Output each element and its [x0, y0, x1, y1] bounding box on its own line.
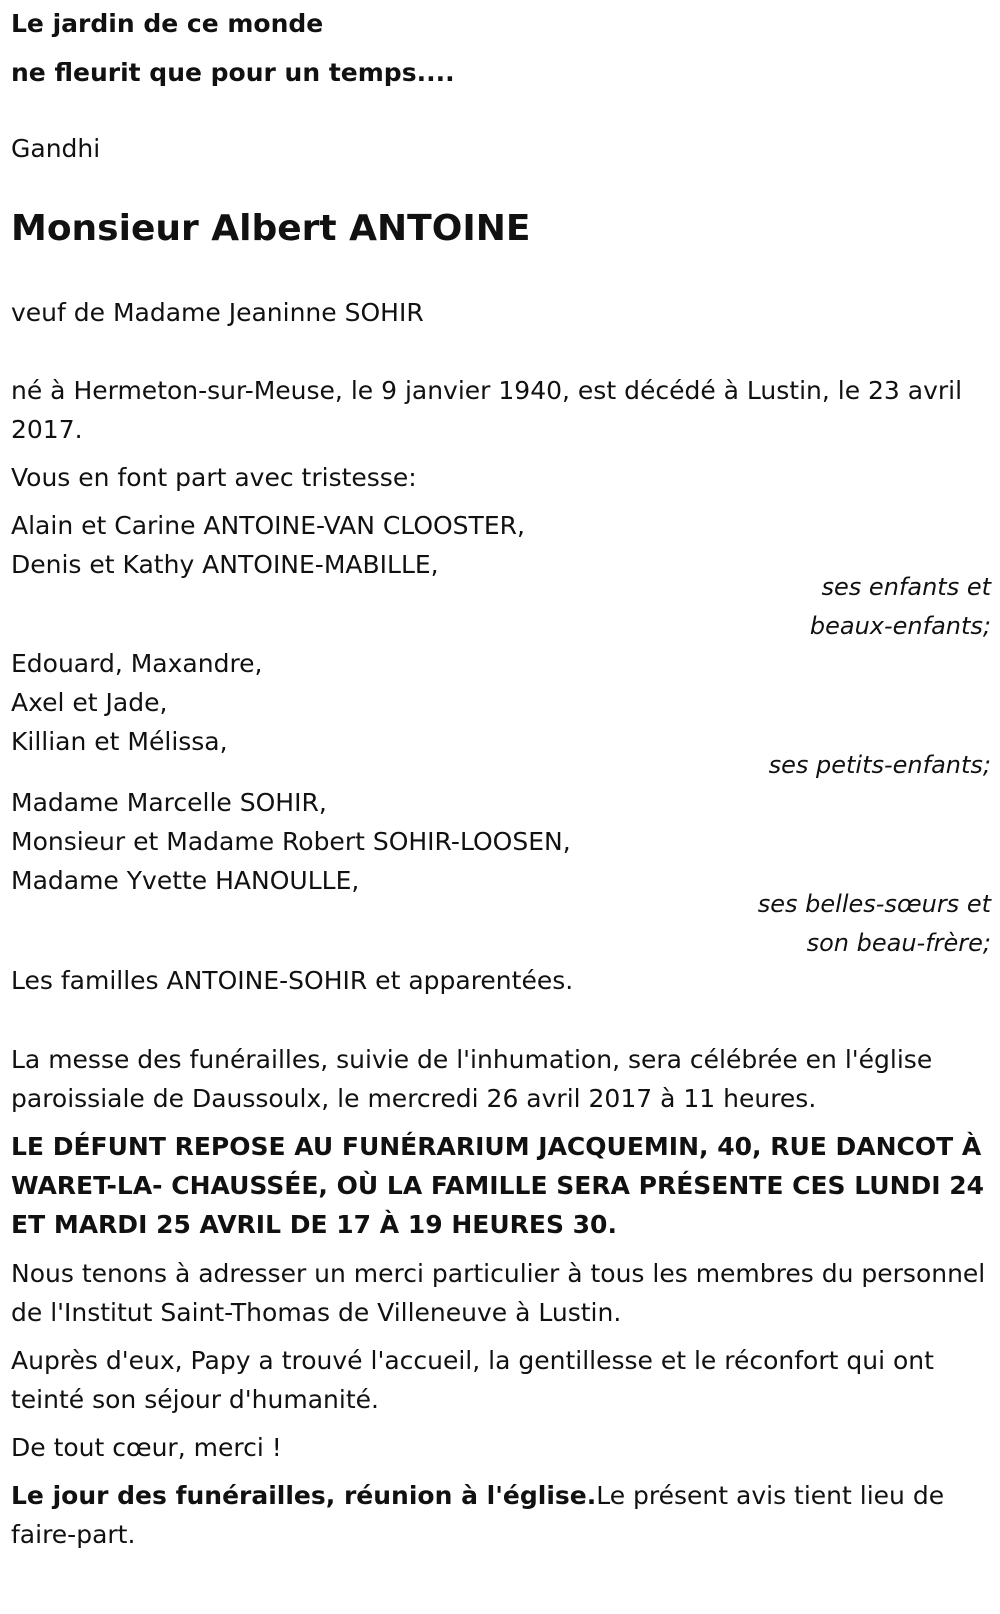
grandchildren-role: ses petits-enfants;: [768, 751, 991, 779]
inlaws-role-line-1: ses belles-sœurs et: [757, 890, 991, 918]
inlaws-role-line-2: son beau-frère;: [806, 929, 991, 957]
inlaw-line: Madame Marcelle SOHIR,: [11, 788, 327, 817]
final-bold-text: Le jour des funérailles, réunion à l'église.: [11, 1481, 597, 1510]
grandchild-line: Edouard, Maxandre,: [11, 649, 263, 678]
children-role-line-1: ses enfants et: [821, 573, 991, 601]
birth-death-text: né à Hermeton-sur-Meuse, le 9 janvier 1940, est décédé à Lustin, le 23 avril 2017.: [11, 376, 963, 444]
thanks-paragraph-3: De tout cœur, merci !: [11, 1433, 282, 1462]
thanks-paragraph-1: Nous tenons à adresser un merci particulier à tous les membres du personnel de l'Institut Saint-Thomas de Villeneuve à Lustin.: [11, 1259, 986, 1327]
deceased-name: Monsieur Albert ANTOINE: [11, 208, 531, 249]
funerarium-text: LE DÉFUNT REPOSE AU FUNÉRARIUM JACQUEMIN, 40, RUE DANCOT À WARET-LA- CHAUSSÉE, OÙ LA FAMILLE SERA PRÉSENTE CES LUNDI 24 ET MARDI 25 AVRIL DE 17 À 19 HEURES 30.: [11, 1132, 985, 1239]
grandchild-line: Killian et Mélissa,: [11, 727, 228, 756]
thanks-paragraph-2: Auprès d'eux, Papy a trouvé l'accueil, la gentillesse et le réconfort qui ont teinté son séjour d'humanité.: [11, 1346, 934, 1414]
mass-text: La messe des funérailles, suivie de l'inhumation, sera célébrée en l'église paroissiale de Daussoulx, le mercredi 26 avril 2017 à 11 heures.: [11, 1045, 933, 1113]
child-line: Alain et Carine ANTOINE-VAN CLOOSTER,: [11, 511, 525, 540]
inlaw-line: Monsieur et Madame Robert SOHIR-LOOSEN,: [11, 827, 571, 856]
quote-line-2: ne fleurit que pour un temps....: [11, 58, 455, 87]
grandchild-line: Axel et Jade,: [11, 688, 168, 717]
spouse-line: veuf de Madame Jeaninne SOHIR: [11, 298, 424, 327]
quote-author: Gandhi: [11, 134, 101, 163]
families-line: Les familles ANTOINE-SOHIR et apparentées.: [11, 966, 574, 995]
announcement-intro: Vous en font part avec tristesse:: [11, 463, 417, 492]
quote-line-1: Le jardin de ce monde: [11, 9, 324, 38]
final-rest-text: Le présent avis tient lieu de faire-part.: [11, 1481, 945, 1549]
final-paragraph: [11, 1476, 986, 1554]
children-role-line-2: beaux-enfants;: [809, 612, 991, 640]
child-line: Denis et Kathy ANTOINE-MABILLE,: [11, 550, 439, 579]
inlaw-line: Madame Yvette HANOULLE,: [11, 866, 360, 895]
